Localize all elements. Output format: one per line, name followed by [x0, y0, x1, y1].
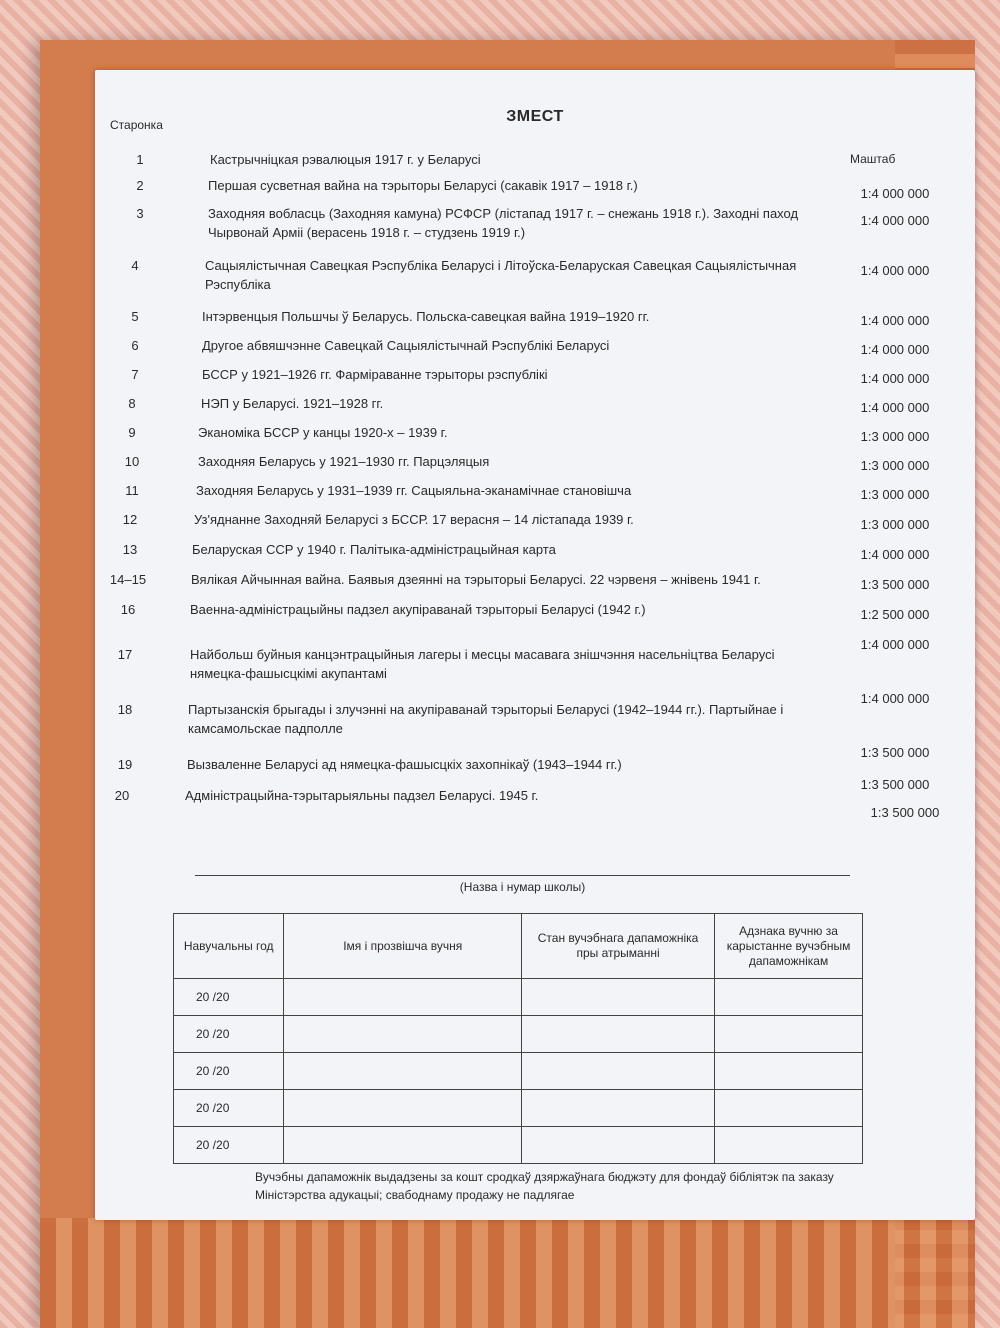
- page-title: ЗМЕСТ: [506, 108, 564, 125]
- toc-page-number: 8: [128, 396, 136, 411]
- student-name-cell[interactable]: [284, 1053, 522, 1090]
- header-student-name: Імя і прозвішча вучня: [284, 914, 522, 979]
- table-row: [174, 1127, 863, 1164]
- toc-title: Першая сусветная вайна на тэрыторы Беларусі (сакавік 1917 – 1918 г.): [208, 178, 638, 193]
- contents-page: [95, 70, 975, 1220]
- toc-title: БССР у 1921–1926 гг. Фарміраванне тэрыторы рэспублікі: [202, 367, 548, 382]
- toc-page-number: 9: [128, 425, 136, 440]
- toc-page-number: 1: [136, 152, 144, 167]
- toc-page-number: 19: [117, 757, 133, 772]
- toc-title: Заходняя Беларусь у 1921–1930 гг. Парцэляцыя: [198, 454, 490, 469]
- year-cell: 20 /20: [174, 1053, 284, 1090]
- toc-title: Другое абвяшчэнне Савецкай Сацыялістычнай Рэспублікі Беларусі: [202, 338, 610, 353]
- toc-title: НЭП у Беларусі. 1921–1928 гг.: [201, 396, 384, 411]
- toc-title: Найбольш буйныя канцэнтрацыйныя лагеры і месцы масавага знішчэння насельніцтва Беларусі нямецка-фашысцкімі акупантамі: [190, 647, 775, 681]
- student-name-cell[interactable]: [284, 979, 522, 1016]
- grade-cell[interactable]: [715, 1053, 863, 1090]
- school-caption: (Назва і нумар школы): [459, 880, 586, 894]
- toc-scale: 1:4 000 000: [860, 400, 930, 415]
- toc-scale: 1:4 000 000: [860, 371, 930, 386]
- toc-scale: 1:4 000 000: [860, 637, 930, 652]
- condition-cell[interactable]: [522, 1127, 715, 1164]
- table-row: [174, 1053, 863, 1090]
- toc-page-number: 14–15: [109, 572, 147, 587]
- toc-scale: 1:3 500 000: [870, 805, 940, 820]
- toc-page-number: 11: [125, 483, 139, 498]
- year-cell: 20 /20: [174, 979, 284, 1016]
- year-cell: 20 /20: [174, 1016, 284, 1053]
- table-row: [174, 979, 863, 1016]
- condition-cell[interactable]: [522, 979, 715, 1016]
- toc-page-number: 12: [122, 512, 138, 527]
- toc-title: Уз'яднанне Заходняй Беларусі з БССР. 17 верасня – 14 лістапада 1939 г.: [194, 512, 634, 527]
- toc-scale: 1:4 000 000: [860, 313, 930, 328]
- toc-scale: 1:4 000 000: [860, 547, 930, 562]
- column-header-page: Старонка: [110, 118, 163, 132]
- grade-cell[interactable]: [715, 1127, 863, 1164]
- grade-cell[interactable]: [715, 979, 863, 1016]
- toc-title: Вызваленне Беларусі ад нямецка-фашысцкіх захопнікаў (1943–1944 гг.): [187, 757, 622, 772]
- toc-scale: 1:3 500 000: [860, 577, 930, 592]
- toc-title: Заходняя Беларусь у 1931–1939 гг. Сацыяльна-эканамічнае становішча: [196, 483, 632, 498]
- toc-title: Заходняя вобласць (Заходняя камуна) РСФСР (лістапад 1917 г. – снежань 1918 г.). Заходні паход Чырвонай Арміі (верасень 1918 г. – студзень 1919 г.): [208, 206, 799, 240]
- toc-scale: 1:4 000 000: [860, 691, 930, 706]
- toc-page-number: 6: [131, 338, 139, 353]
- condition-cell[interactable]: [522, 1053, 715, 1090]
- toc-title: Эканоміка БССР у канцы 1920-х – 1939 г.: [198, 425, 448, 440]
- toc-scale: 1:3 000 000: [860, 458, 930, 473]
- student-name-cell[interactable]: [284, 1016, 522, 1053]
- toc-page-number: 18: [117, 702, 133, 717]
- grade-cell[interactable]: [715, 1016, 863, 1053]
- header-school-year: Навучальны год: [174, 914, 284, 979]
- toc-title: Беларуская ССР у 1940 г. Палітыка-адміністрацыйная карта: [192, 542, 556, 557]
- condition-cell[interactable]: [522, 1090, 715, 1127]
- toc-title: Партызанскія брыгады і злучэнні на акупіраванай тэрыторыі Беларусі (1942–1944 гг.). Партыйнае і камсамольскае падполле: [188, 702, 784, 736]
- footnote: Вучэбны дапаможнік выдадзены за кошт сродкаў дзяржаўнага бюджэту для фондаў бібліятэк па заказу Міністэрства адукацыі; свабоднаму продажу не падлягае: [255, 1170, 834, 1202]
- toc-title: Інтэрвенцыя Польшчы ў Беларусь. Польска-савецкая вайна 1919–1920 гг.: [202, 309, 650, 324]
- toc-scale: 1:4 000 000: [860, 263, 930, 278]
- toc-page-number: 17: [117, 647, 133, 662]
- toc-scale: 1:4 000 000: [860, 342, 930, 357]
- column-header-scale: Маштаб: [850, 152, 896, 166]
- year-cell: 20 /20: [174, 1090, 284, 1127]
- toc-scale: 1:2 500 000: [860, 607, 930, 622]
- cover-ornament-bottom: [40, 1218, 975, 1328]
- toc-page-number: 10: [124, 454, 140, 469]
- condition-cell[interactable]: [522, 1016, 715, 1053]
- toc-title: Ваенна-адміністрацыйны падзел акупіраванай тэрыторыі Беларусі (1942 г.): [190, 602, 646, 617]
- toc-page-number: 7: [131, 367, 139, 382]
- header-condition: Стан вучэбнага дапаможніка пры атрыманні: [522, 914, 715, 979]
- toc-title: Адміністрацыйна-тэрытарыяльны падзел Беларусі. 1945 г.: [185, 788, 539, 803]
- toc-page-number: 13: [122, 542, 138, 557]
- toc-page-number: 5: [131, 309, 139, 324]
- school-name-line: [195, 875, 850, 876]
- table-row: [174, 1016, 863, 1053]
- toc-title: Сацыялістычная Савецкая Рэспубліка Беларусі і Літоўска-Беларуская Савецкая Сацыялістычная Рэспубліка: [205, 258, 797, 292]
- student-name-cell[interactable]: [284, 1127, 522, 1164]
- toc-title: Кастрычніцкая рэвалюцыя 1917 г. у Беларусі: [210, 152, 481, 167]
- toc-title: Вялікая Айчынная вайна. Баявыя дзеянні на тэрыторыі Беларусі. 22 чэрвеня – жнівень 1941 г.: [191, 572, 761, 587]
- toc-scale: 1:3 500 000: [860, 745, 930, 760]
- toc-scale: 1:3 000 000: [860, 487, 930, 502]
- grade-cell[interactable]: [715, 1090, 863, 1127]
- toc-page-number: 16: [120, 602, 136, 617]
- usage-record-table: [173, 913, 863, 1164]
- toc-scale: 1:3 000 000: [860, 429, 930, 444]
- toc-scale: 1:3 000 000: [860, 517, 930, 532]
- toc-scale: 1:3 500 000: [860, 777, 930, 792]
- toc-page-number: 2: [136, 178, 144, 193]
- toc-page-number: 20: [114, 788, 130, 803]
- header-grade: Адзнака вучню за карыстанне вучэбным дапаможнікам: [715, 914, 863, 979]
- toc-scale: 1:4 000 000: [860, 213, 930, 228]
- student-name-cell[interactable]: [284, 1090, 522, 1127]
- toc-scale: 1:4 000 000: [860, 186, 930, 201]
- toc-page-number: 3: [136, 206, 144, 221]
- table-row: [174, 1090, 863, 1127]
- year-cell: 20 /20: [174, 1127, 284, 1164]
- toc-page-number: 4: [131, 258, 139, 273]
